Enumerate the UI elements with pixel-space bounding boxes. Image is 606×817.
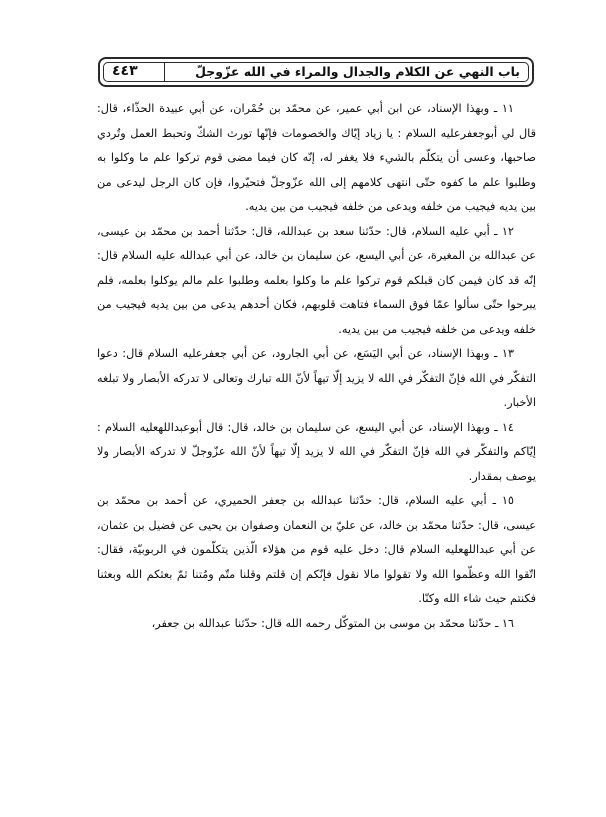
hadith-paragraph-16: ١٦ ـ حدّثنا محمّد بن موسى بن المتوكّل رحمه الله قال: حدّثنا عبدالله بن جعفر، xyxy=(151,616,514,630)
hadith-paragraph-11: ١١ ـ وبهذا الإسناد، عن ابن أبي عمير، عن محمّد بن حُمْران، عن أبي عبيدة الحذّاء، قال: قال لي أبوجعفرعليه السلام : يا زياد إيّاك والخصومات فإنّها تورث الشكّ وتحبط العمل وتُردي صاحبها، وعسى أن يتكلّم بالشيء فلا يغفر له، إنّه كان فيما مضى قوم تركوا علم ما وكلوا به وطلبوا علم ما كفوه حتّى انتهى كلامهم إلى الله عزّوجلّ فتحيّروا، فإن كان الرجل ليدعى من بين يديه فيجيب من خلفه ويدعى من خلفه فيجيب من بين يديه. xyxy=(97,102,536,213)
chapter-title: باب النهي عن الكلام والجدال والمراء في الله عزّوجلّ xyxy=(195,64,520,79)
running-header xyxy=(98,57,534,87)
hadith-paragraph-14: ١٤ ـ وبهذا الإسناد، عن أبي اليسع، عن سليمان بن خالد، قال: قال أبوعبداللهعليه السلام : إيّاكم والتفكّر في الله فإنّ التفكّر في الله لا يزيد إلّا تيهاً لأنّ الله عزّوجلّ لا تدركه الأبصار ولا يوصف بمقدار. xyxy=(97,420,536,483)
text-body xyxy=(97,97,536,636)
header-divider xyxy=(164,62,165,82)
hadith-paragraph-15: ١٥ ـ أبي عليه السلام، قال: حدّثنا عبدالله بن جعفر الحميري، عن أحمد بن محمّد بن عيسى، قال: حدّثنا محمّد بن خالد، عن عليّ بن النعمان وصفوان بن يحيى عن فضيل بن عثمان، عن أبي عبداللهعليه السلام قال: دخل عليه قوم من هؤلاء الّذين يتكلّمون في الربوبيّة، فقال: اتّقوا الله وعظّموا الله ولا تقولوا مالا نقول فإنّكم إن قلتم وقلنا متّم ومُتنا ثمّ بعثكم الله وبعثنا فكنتم حيث شاء الله وكنّا. xyxy=(97,494,536,605)
page-number: ٤٤٣ xyxy=(112,63,138,79)
hadith-paragraph-13: ١٣ ـ وبهذا الإسناد، عن أبي اليَسَع، عن أبي الجارود، عن أبي جعفرعليه السلام قال: دعوا التفكّر في الله فإنّ التفكّر في الله لا يزيد إلّا تيهاً لأنّ الله تبارك وتعالى لا تدركه الأبصار ولا تبلغه الأخبار. xyxy=(97,347,536,409)
hadith-paragraph-12: ١٢ ـ أبي عليه السلام، قال: حدّثنا سعد بن عبدالله، قال: حدّثنا أحمد بن محمّد بن عيسى، عن عبدالله بن المغيرة، عن أبي اليسع، عن سليمان بن خالد، عن أبي عبدالله عليه السلام قال: إنّه قد كان فيمن كان قبلكم قوم تركوا علم ما وكلوا بعلمه وطلبوا علم مالم يوكلوا بعلمه، فلم يبرحوا حتّى سألوا عمّا فوق السماء فتاهت قلوبهم، فكان أحدهم يدعى من بين يديه فيجيب من خلفه ويدعى من خلفه فيجيب من بين يديه. xyxy=(97,224,536,336)
